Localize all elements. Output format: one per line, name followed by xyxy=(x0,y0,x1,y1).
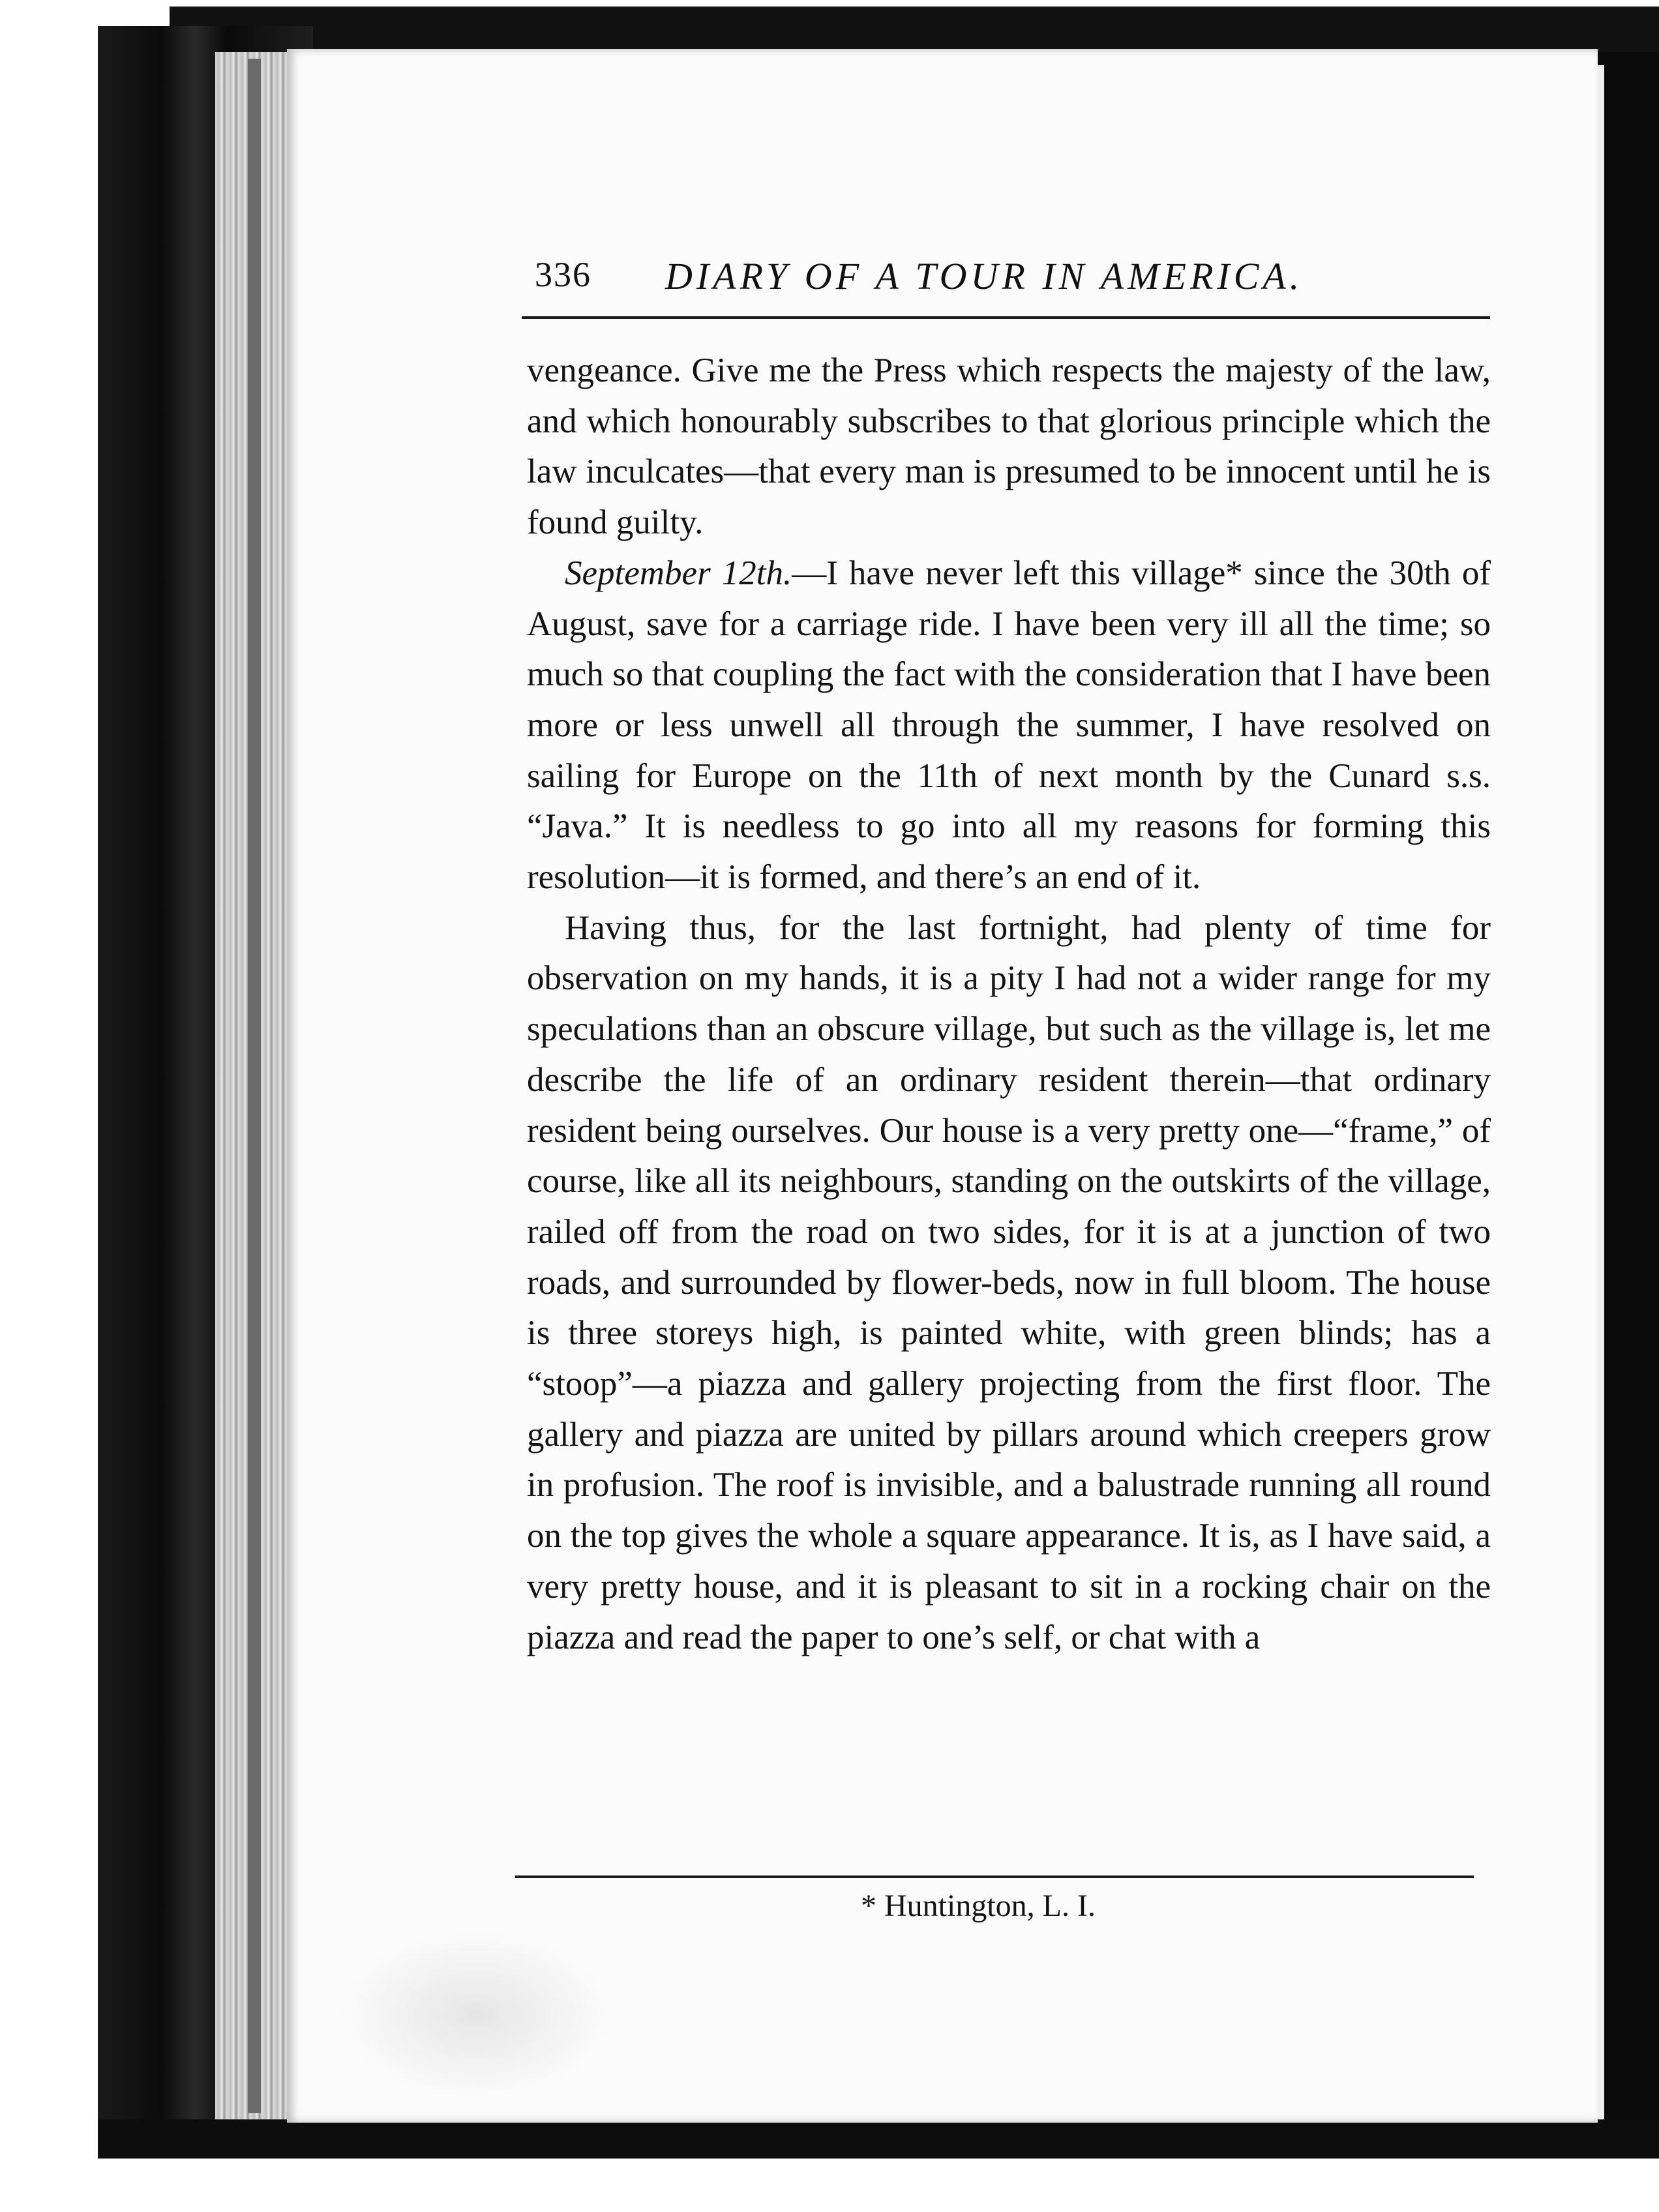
page-number: 336 xyxy=(535,255,591,294)
page-title: DIARY OF A TOUR IN AMERICA. xyxy=(665,255,1304,297)
scan-bottom-border xyxy=(98,2119,1659,2159)
page-edge-shadow xyxy=(248,59,261,2113)
paragraph-september xyxy=(527,548,1491,903)
footnote: * Huntington, L. I. xyxy=(861,1889,1096,1923)
paragraph-continued: vengeance. Give me the Press which respects the majesty of the law, and which honourably subscribes to that glorious principle which the law inculcates—that every man is presumed to be innocent until he is found guilty. xyxy=(527,351,1491,542)
paper-stain xyxy=(339,1930,613,2100)
footnote-rule xyxy=(515,1876,1474,1878)
scan-top-border xyxy=(170,7,1659,52)
paragraph-house: Having thus, for the last fortnight, had plenty of time for observation on my hands, it is a pity I had not a wider range for my speculations than an obscure village, but such as the village is, let me describe the life of an ordinary resident therein—that ordinary resident being ourselves. Our house is a very pretty one—“frame,” of course, like all its neighbours, standing on the outskirts of the village, railed off from the road on two sides, for it is at a junction of two roads, and surrounded by flower-beds, now in full bloom. The house is three storeys high, is painted white, with green blinds; has a “stoop”—a piazza and gallery projecting from the first floor. The gallery and piazza are united by pillars around which creepers grow in profusion. The roof is invisible, and a balustrade running all round on the top gives the whole a square appearance. It is, as I have said, a very pretty house, and it is pleasant to sit in a rocking chair on the piazza and read the paper to one’s self, or chat with a xyxy=(527,908,1491,1656)
paragraph-text: —I have never left this village* since the 30th of August, save for a carriage ride. I have been very ill all the time; so much so that coupling the fact with the consideration that I have been more or less unwell all through the summer, I have resolved on sailing for Europe on the 11th of next month by the Cunard s.s. “Java.” It is needless to go into all my reasons for forming this resolution—it is formed, and there’s an end of it. xyxy=(527,554,1491,897)
margin-mark xyxy=(0,509,26,535)
header-rule xyxy=(522,316,1490,319)
running-head xyxy=(535,254,1487,313)
date-label: September 12th. xyxy=(565,554,792,592)
body-text xyxy=(527,346,1491,1663)
